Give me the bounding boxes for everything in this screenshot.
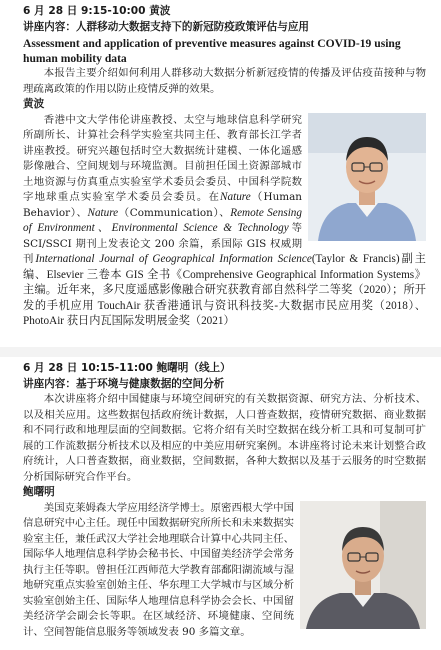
lecture-2-datetime: 6 月 28 日 10:15-11:00 鲍曙明（线上） [23, 362, 231, 374]
speaker-1-name: 黄波 [23, 98, 45, 110]
lecture-1-datetime: 6 月 28 日 9:15-10:00 黄波 [23, 5, 171, 17]
speaker-1-bio: 香港中文大学伟伦讲座教授、太空与地球信息科学研究所副所长、计算社会科学实验室共同主任、教育部长江学者讲座教授。研究兴趣包括时空大数据统计建模、一体化遥感影像融合、空间规划与环境监测。目前担任国土资源部城市土地资源与仿真重点实验室学术委员会委员、中国科学院数字地球重点实验室学术委员会委员。在Nature（Human Behavior）、Nature（Communication）、Remote Sensing of Environment、Environmental Science & Technology等 SCI/SSCI 期刊上发表论文 200 余篇，系国际 GIS 权威期刊International Journal of Geographical Information Science(Taylor & Francis)副主编、Elsevier 三卷本 GIS 全书《Comprehensive Geographical Information Systems》主编。近年来，多尺度遥感影像融合研究获教育部自然科学二等奖（2020）；所开发的手机应用 TouchAir 获香港通讯与资讯科技奖-大数据市民应用奖（2018）、PhotoAir 获日内瓦国际发明展金奖（2021） [23, 113, 426, 327]
speaker-1-portrait [308, 113, 426, 241]
lecture-1-topic-cn: 讲座内容：人群移动大数据支持下的新冠防疫政策评估与应用 [23, 20, 310, 33]
lecture-2-topic-cn: 讲座内容：基于环境与健康数据的空间分析 [23, 377, 225, 390]
speaker-2-bio: 美国克莱姆森大学应用经济学博士。原密西根大学中国信息研究中心主任。现任中国数据研究所所长和未来数据实验室主任，兼任武汉大学社会地理联合计算中心共同主任、国际华人地理信息科学协会秘书长、中国留美经济学会常务执行主任等职。曾担任江西师范大学教育部鄱阳湖流域与湿地研究重点实验室创始主任、华东理工大学城市与区域分析实验室创始主任、国际华人地理信息科学协会会长、中国留美经济学会副会长等职。在区域经济、环境健康、空间统计、空间智能信息服务等领域发表 90 多篇文章。 [23, 501, 294, 638]
lecture-2-abstract: 本次讲座将介绍中国健康与环境空间研究的有关数据资源、研究方法、分析技术、以及相关应用。这些数据包括政府统计数据，人口普查数据，疫情研究数据、商业数据和不同行政和地理层面的空间数据。它将介绍有关时空数据在线分析工具和可复制可扩展的工作流数据分析技术以及相应的中美应用研究案例。本讲座将讨论未来计划整合政府统计，人口普查数据，商业数据，空间数据，各种大数据以及基于云服务的时空数据分析国际研究合作平台。 [23, 393, 426, 483]
lecture-section-1 [23, 4, 426, 330]
lecture-1-topic-en: Assessment and application of preventive measures against COVID-19 using human mobility data [23, 37, 401, 65]
speaker-2-portrait [300, 501, 426, 629]
speaker-1-photo [308, 113, 426, 241]
speaker-2-name: 鲍曙明 [23, 486, 55, 498]
speaker-2-photo [300, 501, 426, 629]
lecture-1-abstract: 本报告主要介绍如何利用人群移动大数据分析新冠疫情的传播及评估疫苗接种与物理疏离政策的作用以防止疫情反弹的效果。 [23, 67, 426, 95]
lecture-section-2 [23, 361, 426, 640]
section-divider [0, 347, 441, 357]
